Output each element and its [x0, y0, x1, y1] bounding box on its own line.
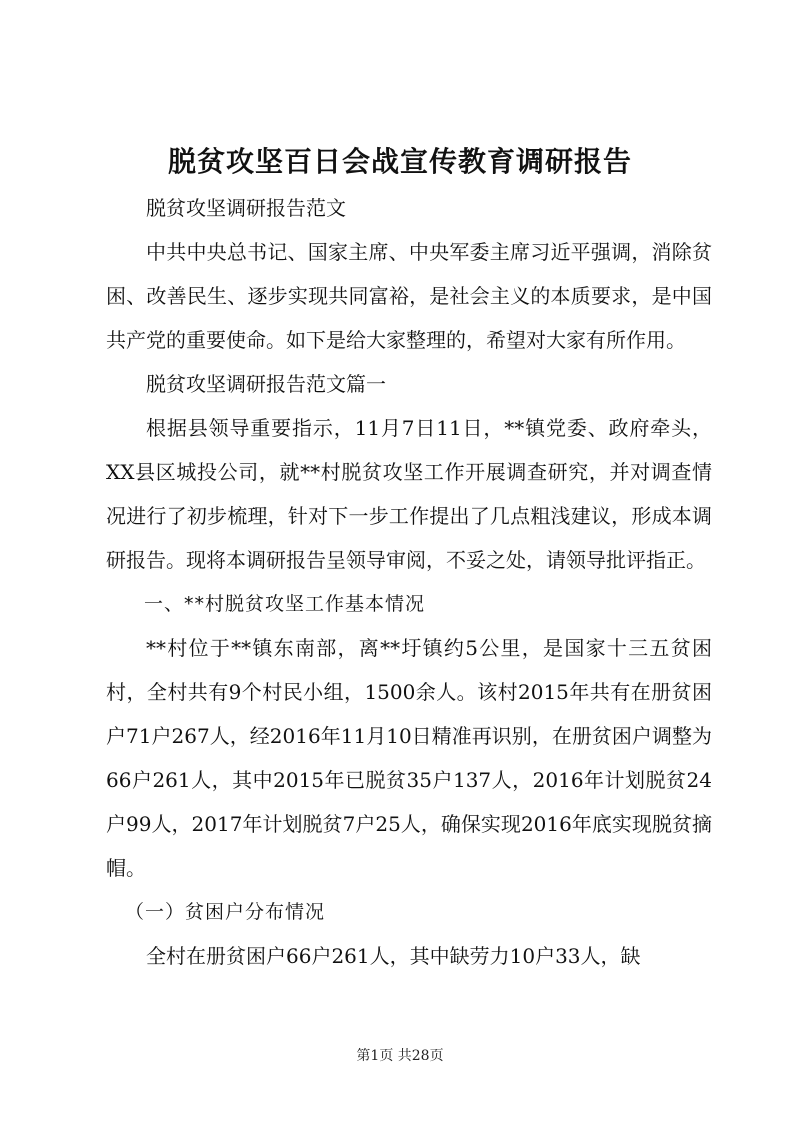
document-body [106, 186, 712, 978]
paragraph-intro: 中共中央总书记、国家主席、中央军委主席习近平强调，消除贫困、改善民生、逐步实现共同富裕，是社会主义的本质要求，是中国共产党的重要使命。如下是给大家整理的，希望对大家有所作用。 [106, 240, 712, 352]
subheading-distribution: （一）贫困户分布情况 [125, 901, 326, 923]
paragraph-background: 根据县领导重要指示，11月7日11日，**镇党委、政府牵头，XX县区城投公司，就**村脱贫攻坚工作开展调查研究，并对调查情况进行了初步梳理，针对下一步工作提出了几点粗浅建议，形成本调研报告。现将本调研报告呈领导审阅，不妥之处，请领导批评指正。 [106, 416, 712, 572]
paragraph-village-overview: **村位于**镇东南部，离**圩镇约5公里，是国家十三五贫困村，全村共有9个村民小组，1500余人。该村2015年共有在册贫困户71户267人，经2016年11月10日精准再识别，在册贫困户调整为66户261人，其中2015年已脱贫35户137人，2016年计划脱贫24户99人，2017年计划脱贫7户25人，确保实现2016年底实现脱贫摘帽。 [106, 636, 712, 880]
page-number: 第1页 共28页 [356, 1048, 444, 1064]
paragraph-section-title: 脱贫攻坚调研报告范文篇一 [146, 372, 386, 396]
heading-basic-situation: 一、**村脱贫攻坚工作基本情况 [144, 593, 426, 615]
document-title: 脱贫攻坚百日会战宣传教育调研报告 [167, 145, 632, 178]
paragraph-distribution: 全村在册贫困户66户261人，其中缺劳力10户33人，缺 [146, 944, 641, 968]
paragraph-subtitle: 脱贫攻坚调研报告范文 [146, 196, 346, 220]
